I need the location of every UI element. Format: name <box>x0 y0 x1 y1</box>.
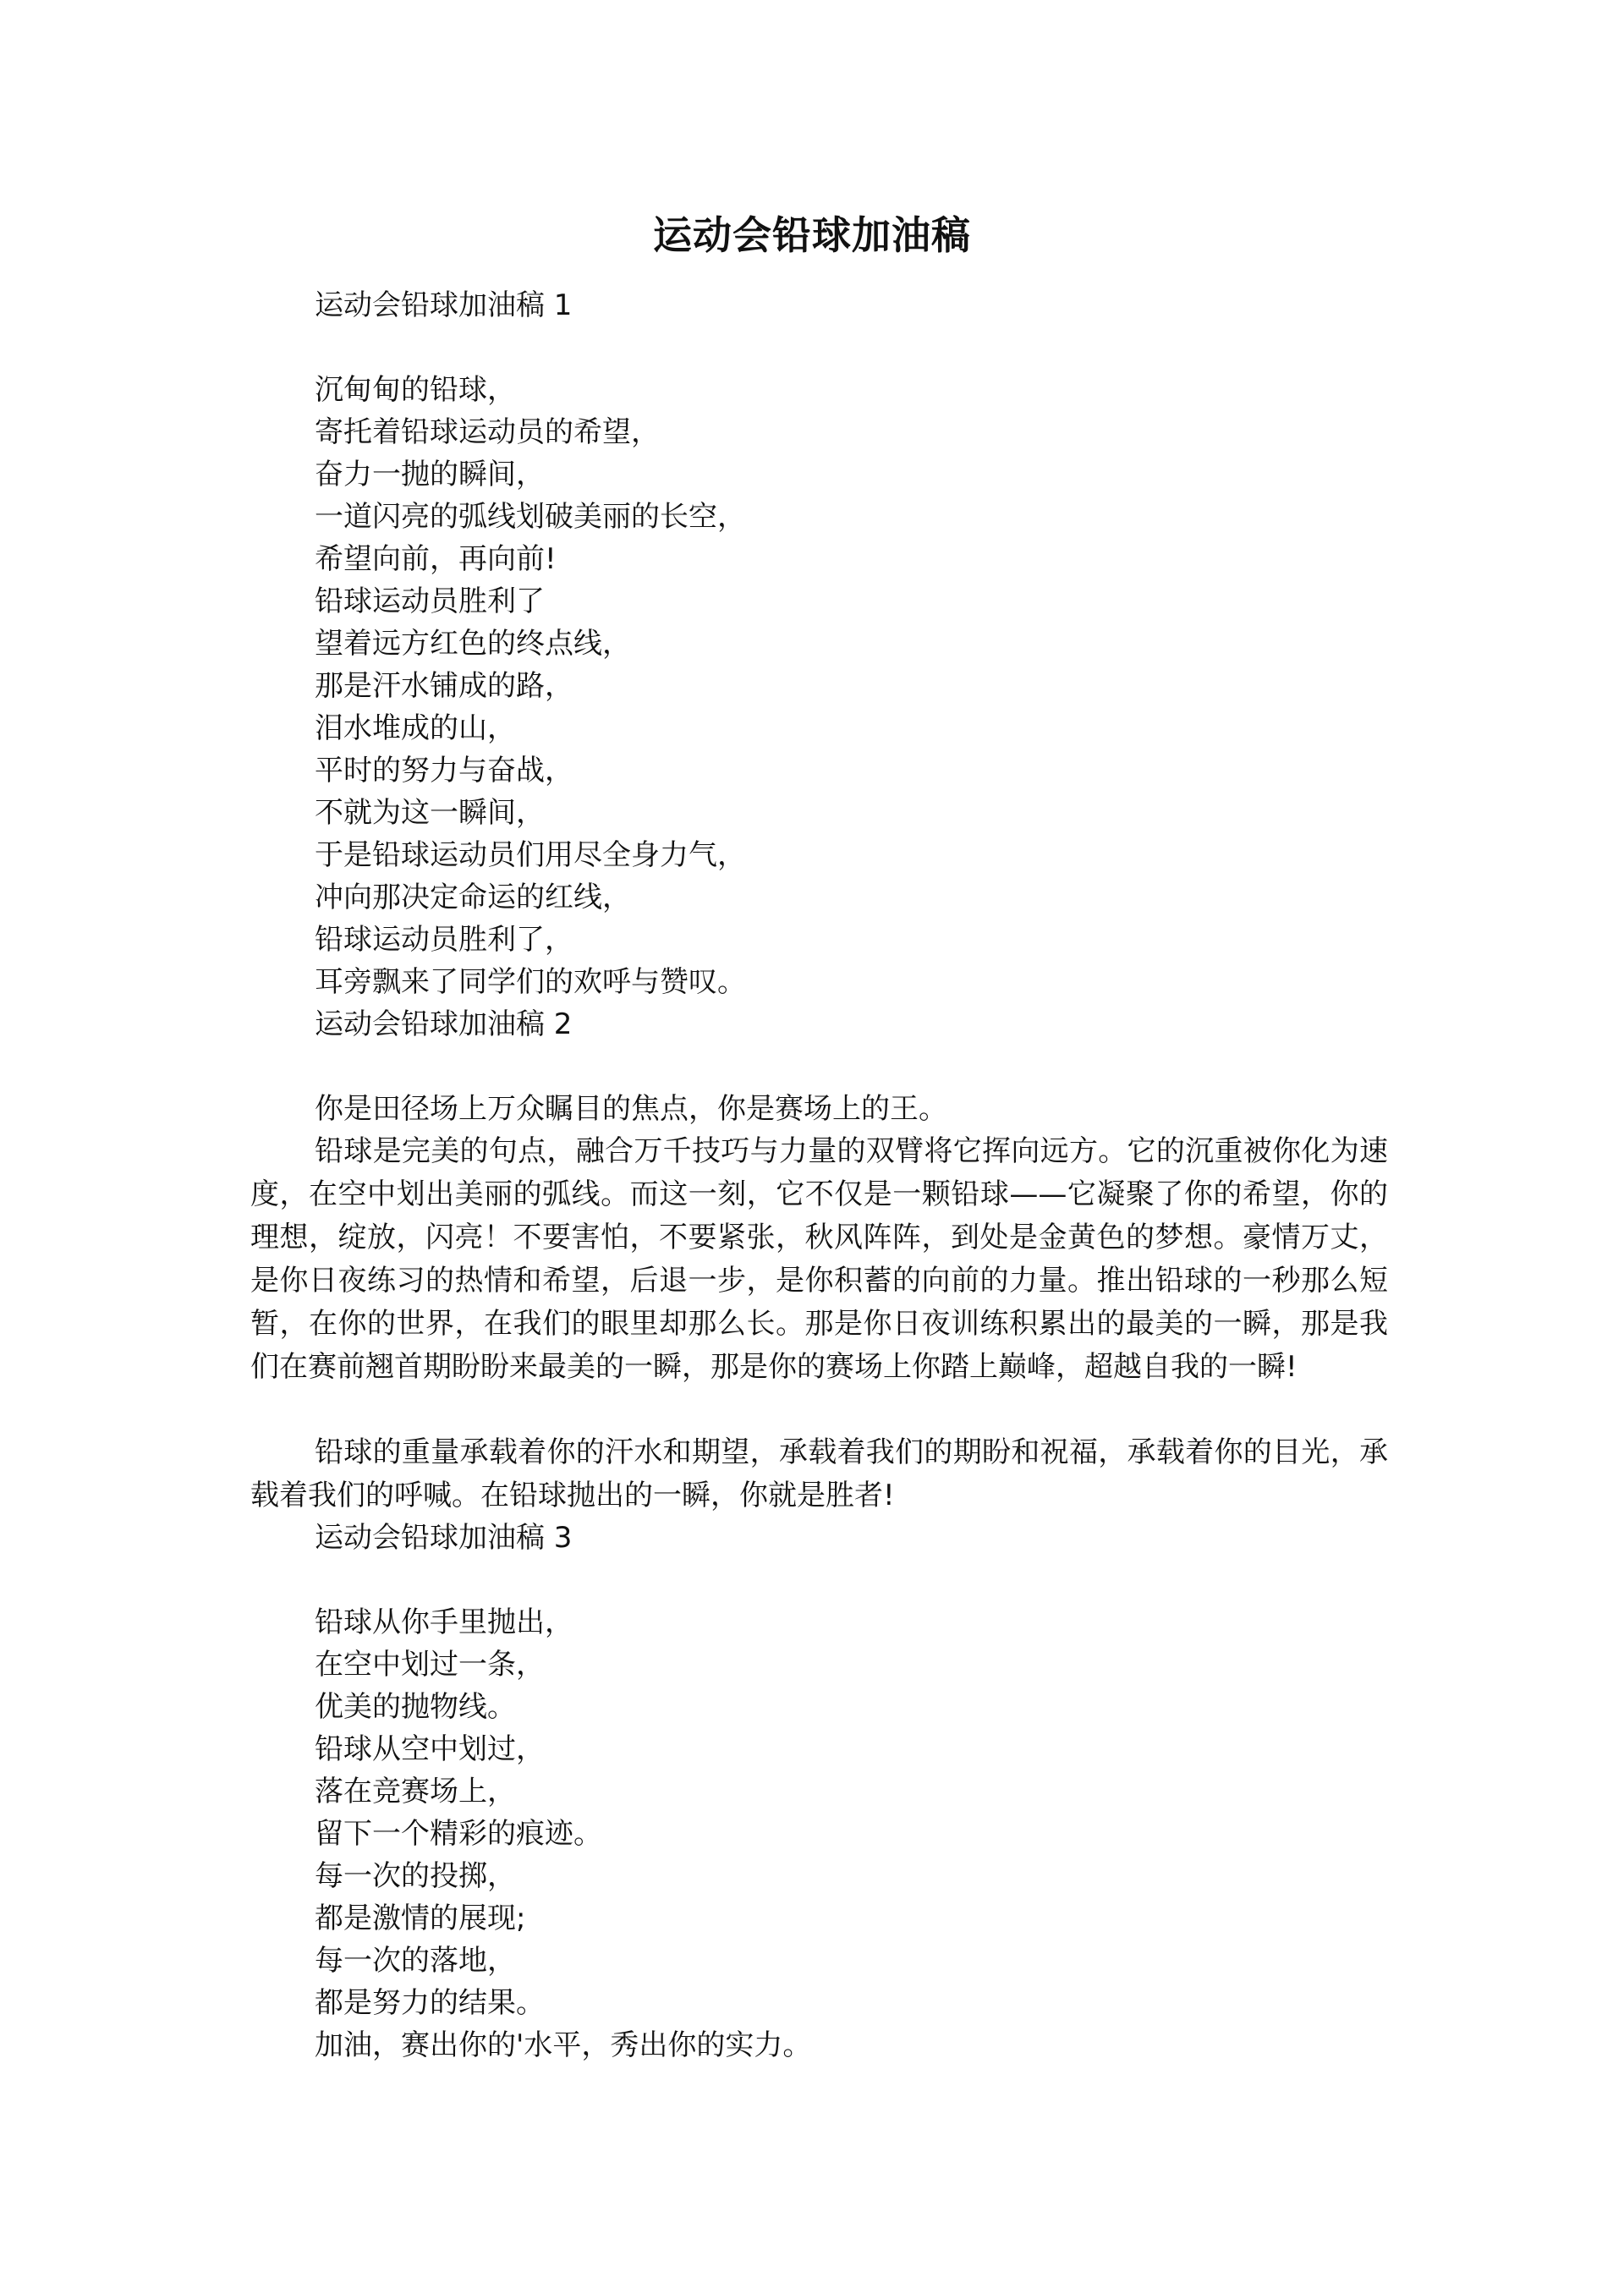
poem-line: 每一次的投掷， <box>315 1859 516 1893</box>
poem-line: 希望向前，再向前! <box>315 542 557 576</box>
poem-line: 冲向那决定命运的红线， <box>315 881 631 914</box>
poem-line: 铅球从空中划过， <box>315 1732 545 1766</box>
poem-line: 那是汗水铺成的路， <box>315 669 573 703</box>
poem-line: 加油，赛出你的'水平，秀出你的实力。 <box>315 2028 812 2062</box>
poem-line: 落在竞赛场上， <box>315 1775 516 1808</box>
section-heading-2: 运动会铅球加油稿 2 <box>315 1007 573 1041</box>
poem-line: 泪水堆成的山， <box>315 711 516 745</box>
poem-line: 在空中划过一条， <box>315 1648 545 1682</box>
poem-line: 铅球运动员胜利了 <box>315 584 545 618</box>
section-2-paragraph-1: 铅球是完美的句点，融合万千技巧与力量的双臂将它挥向远方。它的沉重被你化为速度，在空中划出美丽的弧线。而这一刻，它不仅是一颗铅球——它凝聚了你的希望，你的理想，绽放，闪亮！不要害怕，不要紧张，秋风阵阵，到处是金黄色的梦想。豪情万丈，是你日夜练习的热情和希望，后退一步，是你积蓄的向前的力量。推出铅球的一秒那么短暂，在你的世界，在我们的眼里却那么长。那是你日夜训练积累出的最美的一瞬，那是我们在赛前翘首期盼盼来最美的一瞬，那是你的赛场上你踏上巅峰，超越自我的一瞬! <box>250 1134 1388 1384</box>
document-title: 运动会铅球加油稿 <box>653 212 971 258</box>
section-2-paragraph-2: 铅球的重量承载着你的汗水和期望，承载着我们的期盼和祝福，承载着你的目光，承载着我们的呼喊。在铅球抛出的一瞬，你就是胜者! <box>250 1435 1388 1512</box>
poem-line: 奋力一抛的瞬间， <box>315 458 545 491</box>
poem-line: 不就为这一瞬间， <box>315 796 545 830</box>
poem-line: 都是努力的结果。 <box>315 1986 545 2020</box>
poem-line: 铅球运动员胜利了， <box>315 923 573 957</box>
poem-line: 望着远方红色的终点线， <box>315 627 631 661</box>
poem-line: 于是铅球运动员们用尽全身力气， <box>315 838 746 872</box>
poem-line: 平时的努力与奋战， <box>315 754 573 788</box>
poem-line: 都是激情的展现; <box>315 1902 526 1935</box>
poem-line: 沉甸甸的铅球， <box>315 373 516 407</box>
poem-line: 每一次的落地， <box>315 1944 516 1978</box>
poem-line: 耳旁飘来了同学们的欢呼与赞叹。 <box>315 965 746 999</box>
poem-line: 寄托着铅球运动员的希望， <box>315 415 660 449</box>
section-heading-1: 运动会铅球加油稿 1 <box>315 288 573 322</box>
poem-line: 一道闪亮的弧线划破美丽的长空， <box>315 500 746 534</box>
section-2-lead: 你是田径场上万众瞩目的焦点，你是赛场上的王。 <box>315 1092 947 1126</box>
poem-line: 优美的抛物线。 <box>315 1690 516 1724</box>
poem-line: 留下一个精彩的痕迹。 <box>315 1817 602 1851</box>
section-heading-3: 运动会铅球加油稿 3 <box>315 1521 573 1555</box>
poem-line: 铅球从你手里抛出， <box>315 1605 573 1639</box>
